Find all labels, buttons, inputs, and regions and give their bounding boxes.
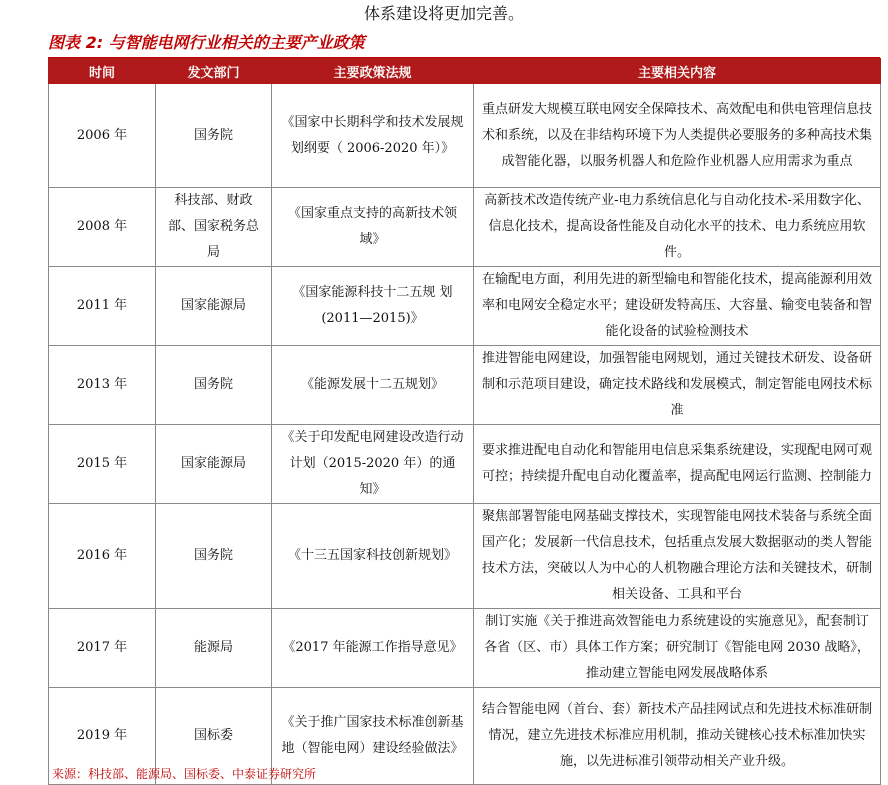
intro-text: 体系建设将更加完善。 xyxy=(363,4,524,23)
table-row xyxy=(49,188,881,267)
row-content: 推进智能电网建设，加强智能电网规划，通过关键技术研发、设备研制和示范项目建设，确定技术路线和发展模式，制定智能电网技术标准 xyxy=(474,346,881,425)
row-dept: 科技部、财政部、国家税务总局 xyxy=(156,188,272,267)
row-content: 重点研发大规模互联电网安全保障技术、高效配电和供电管理信息技术和系统，以及在非结构环境下为人类提供必要服务的多种高技术集成智能化器，以服务机器人和危险作业机器人应用需求为重点 xyxy=(474,84,881,188)
row-policy: 《国家中长期科学和技术发展规划纲要（ 2006-2020 年）》 xyxy=(272,84,474,188)
row-year: 2006 年 xyxy=(49,84,156,188)
row-policy: 《能源发展十二五规划》 xyxy=(272,346,474,425)
row-year: 2011 年 xyxy=(49,267,156,346)
row-content: 制订实施《关于推进高效智能电力系统建设的实施意见》，配套制订各省（区、市）具体工作方案；研究制订《智能电网 2030 战略》，推动建立智能电网发展战略体系 xyxy=(474,609,881,688)
table-row xyxy=(49,504,881,609)
row-content: 聚焦部署智能电网基础支撑技术，实现智能电网技术装备与系统全面国产化；发展新一代信息技术，包括重点发展大数据驱动的类人智能技术方法，突破以人为中心的人机物融合理论方法和关键技术，研制相关设备、工具和平台 xyxy=(474,504,881,609)
row-year: 2019 年 xyxy=(49,688,156,785)
row-dept: 能源局 xyxy=(156,609,272,688)
row-dept: 国务院 xyxy=(156,504,272,609)
row-content: 在输配电方面，利用先进的新型输电和智能化技术，提高能源利用效率和电网安全稳定水平；建设研发特高压、大容量、输变电装备和智能化设备的试验检测技术 xyxy=(474,267,881,346)
row-content: 要求推进配电自动化和智能用电信息采集系统建设，实现配电网可观可控；持续提升配电自动化覆盖率，提高配电网运行监测、控制能力 xyxy=(474,425,881,504)
source-note: 来源：科技部、能源局、国标委、中泰证券研究所 xyxy=(52,767,317,781)
row-content: 高新技术改造传统产业-电力系统信息化与自动化技术-采用数字化、信息化技术，提高设备性能及自动化水平的技术、电力系统应用软件。 xyxy=(474,188,881,267)
row-dept: 国务院 xyxy=(156,84,272,188)
row-dept: 国家能源局 xyxy=(156,425,272,504)
row-dept: 国标委 xyxy=(156,688,272,785)
row-policy: 《2017 年能源工作指导意见》 xyxy=(272,609,474,688)
table-row xyxy=(49,346,881,425)
table-row xyxy=(49,425,881,504)
row-policy: 《国家重点支持的高新技术领域》 xyxy=(272,188,474,267)
row-year: 2013 年 xyxy=(49,346,156,425)
table-row xyxy=(49,84,881,188)
row-year: 2008 年 xyxy=(49,188,156,267)
row-year: 2017 年 xyxy=(49,609,156,688)
row-year: 2016 年 xyxy=(49,504,156,609)
header-time: 时间 xyxy=(49,59,156,84)
table-header-row xyxy=(49,59,881,84)
row-policy: 《十三五国家科技创新规划》 xyxy=(272,504,474,609)
table-row xyxy=(49,267,881,346)
header-policy: 主要政策法规 xyxy=(272,59,474,84)
row-policy: 《关于印发配电网建设改造行动计划（2015-2020 年）的通知》 xyxy=(272,425,474,504)
policy-table xyxy=(48,58,881,785)
row-policy: 《国家能源科技十二五规 划(2011—2015)》 xyxy=(272,267,474,346)
row-year: 2015 年 xyxy=(49,425,156,504)
row-content: 结合智能电网（首台、套）新技术产品挂网试点和先进技术标准研制情况，建立先进技术标准应用机制，推动关键核心技术标准加快实施，以先进标准引领带动相关产业升级。 xyxy=(474,688,881,785)
row-dept: 国家能源局 xyxy=(156,267,272,346)
header-content: 主要相关内容 xyxy=(474,59,881,84)
header-dept: 发文部门 xyxy=(156,59,272,84)
table-caption: 图表 2: 与智能电网行业相关的主要产业政策 xyxy=(48,33,365,52)
table-row xyxy=(49,609,881,688)
row-dept: 国务院 xyxy=(156,346,272,425)
row-policy: 《关于推广国家技术标准创新基地（智能电网）建设经验做法》 xyxy=(272,688,474,785)
